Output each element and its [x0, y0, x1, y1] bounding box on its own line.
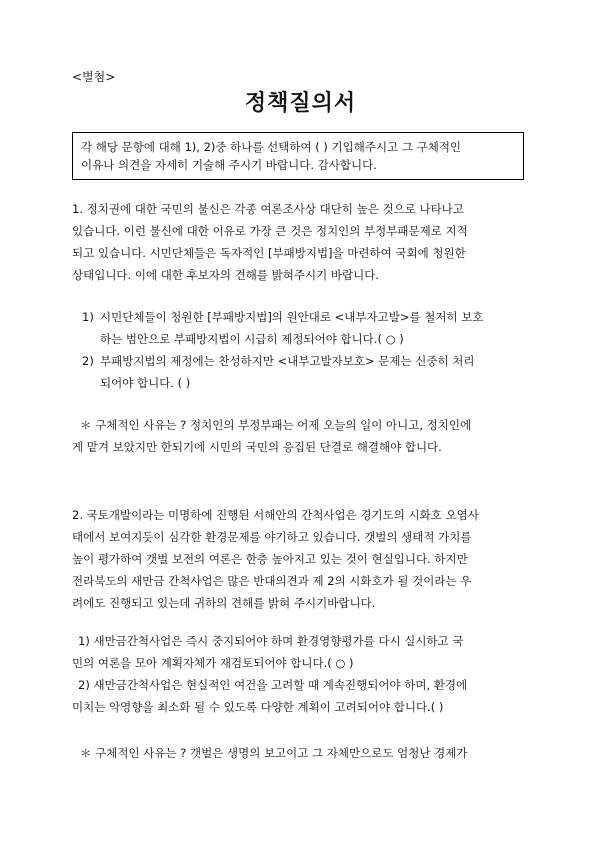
question-2-option-2-cont [72, 696, 528, 718]
option-line: 부패방지법의 제정에는 찬성하지만 <내부고발자보호> 문제는 신중히 처리 [100, 354, 475, 368]
option-number: 2) [82, 354, 94, 368]
question-line: 2. 국토개발이라는 미명하에 진행된 서해안의 간척사업은 경기도의 시화호 오염사 [72, 508, 479, 522]
reason-line: ＊ 구체적인 사유는 ? 갯벌은 생명의 보고이고 그 자체만으로도 엄청난 경제가 [80, 746, 468, 760]
question-2-option-1-cont [72, 652, 528, 674]
option-line: 미치는 악영향을 최소화 될 수 있도록 다양한 계획이 고려되어야 합니다.( ) [72, 700, 444, 714]
option-line: 민의 여론을 모아 계획자체가 재검토되어야 합니다.( ○ ) [72, 656, 354, 670]
attachment-label: <별첨> [72, 70, 116, 84]
question-line: 상태입니다. 이에 대한 후보자의 견해를 밝혀주시기 바랍니다. [72, 268, 379, 282]
question-line: 1. 정치권에 대한 국민의 불신은 각종 여론조사상 대단히 높은 것으로 나타나고 [72, 202, 464, 216]
question-line: 높이 평가하여 갯벌 보전의 여론은 한층 높아지고 있는 것이 현실입니다. 하지만 [72, 552, 468, 566]
question-1-option-2 [82, 350, 528, 394]
option-line: 시민단체들이 청원한 [부패방지법]의 원안대로 <내부자고발>를 철저히 보호 [100, 310, 484, 324]
question-line: 있습니다. 이런 불신에 대한 이유로 가장 큰 것은 정치인의 부정부패문제로 지적 [72, 224, 468, 238]
option-line: 2) 새만금간척사업은 현실적인 여건을 고려할 때 계속진행되어야 하며, 환경에 [78, 678, 468, 692]
question-line: 전라북도의 새만금 간척사업은 많은 반대의견과 제 2의 시화호가 될 것이라는 우 [72, 574, 472, 588]
option-line: 하는 범안으로 부패방지법이 시급히 제정되어야 합니다.( ○ ) [100, 332, 404, 346]
instruction-line: 각 해당 문항에 대해 1), 2)중 하나를 선택하여 ( ) 기입해주시고 그 구체적인 [81, 140, 462, 154]
question-2-reason [80, 742, 528, 764]
question-1-text [72, 198, 528, 286]
question-2-option-1 [78, 630, 528, 652]
reason-line: ＊ 구체적인 사유는 ? 정치인의 부정부패는 어제 오늘의 일이 아니고, 정치인에 [80, 418, 472, 432]
option-number: 1) [82, 310, 94, 324]
question-2-option-2 [78, 674, 528, 696]
question-line: 되고 있습니다. 시민단체들은 독자적인 [부패방지법]을 마련하여 국회에 청원한 [72, 246, 466, 260]
question-2-text [72, 504, 528, 614]
option-line: 되어야 합니다. ( ) [100, 376, 191, 390]
question-line: 려에도 진행되고 있는데 귀하의 견해를 밝혀 주시기바랍니다. [72, 596, 376, 610]
instruction-line: 이유나 의견을 자세히 기술해 주시기 바랍니다. 감사합니다. [81, 158, 377, 172]
page-title: 정책질의서 [244, 91, 357, 116]
option-line: 1) 새만금간척사업은 즉시 중지되어야 하며 환경영향평가를 다시 실시하고 국 [78, 634, 464, 648]
reason-line: 게 맡겨 보았지만 한되기에 시민의 국민의 응집된 단결로 해결해야 합니다. [72, 440, 442, 454]
question-1-option-1 [82, 306, 528, 350]
question-line: 태에서 보여지듯이 심각한 환경문제를 야기하고 있습니다. 갯벌의 생태적 가치를 [72, 530, 472, 544]
instruction-box [72, 132, 524, 180]
question-1-reason [80, 414, 528, 436]
question-1-reason-cont [72, 436, 528, 458]
